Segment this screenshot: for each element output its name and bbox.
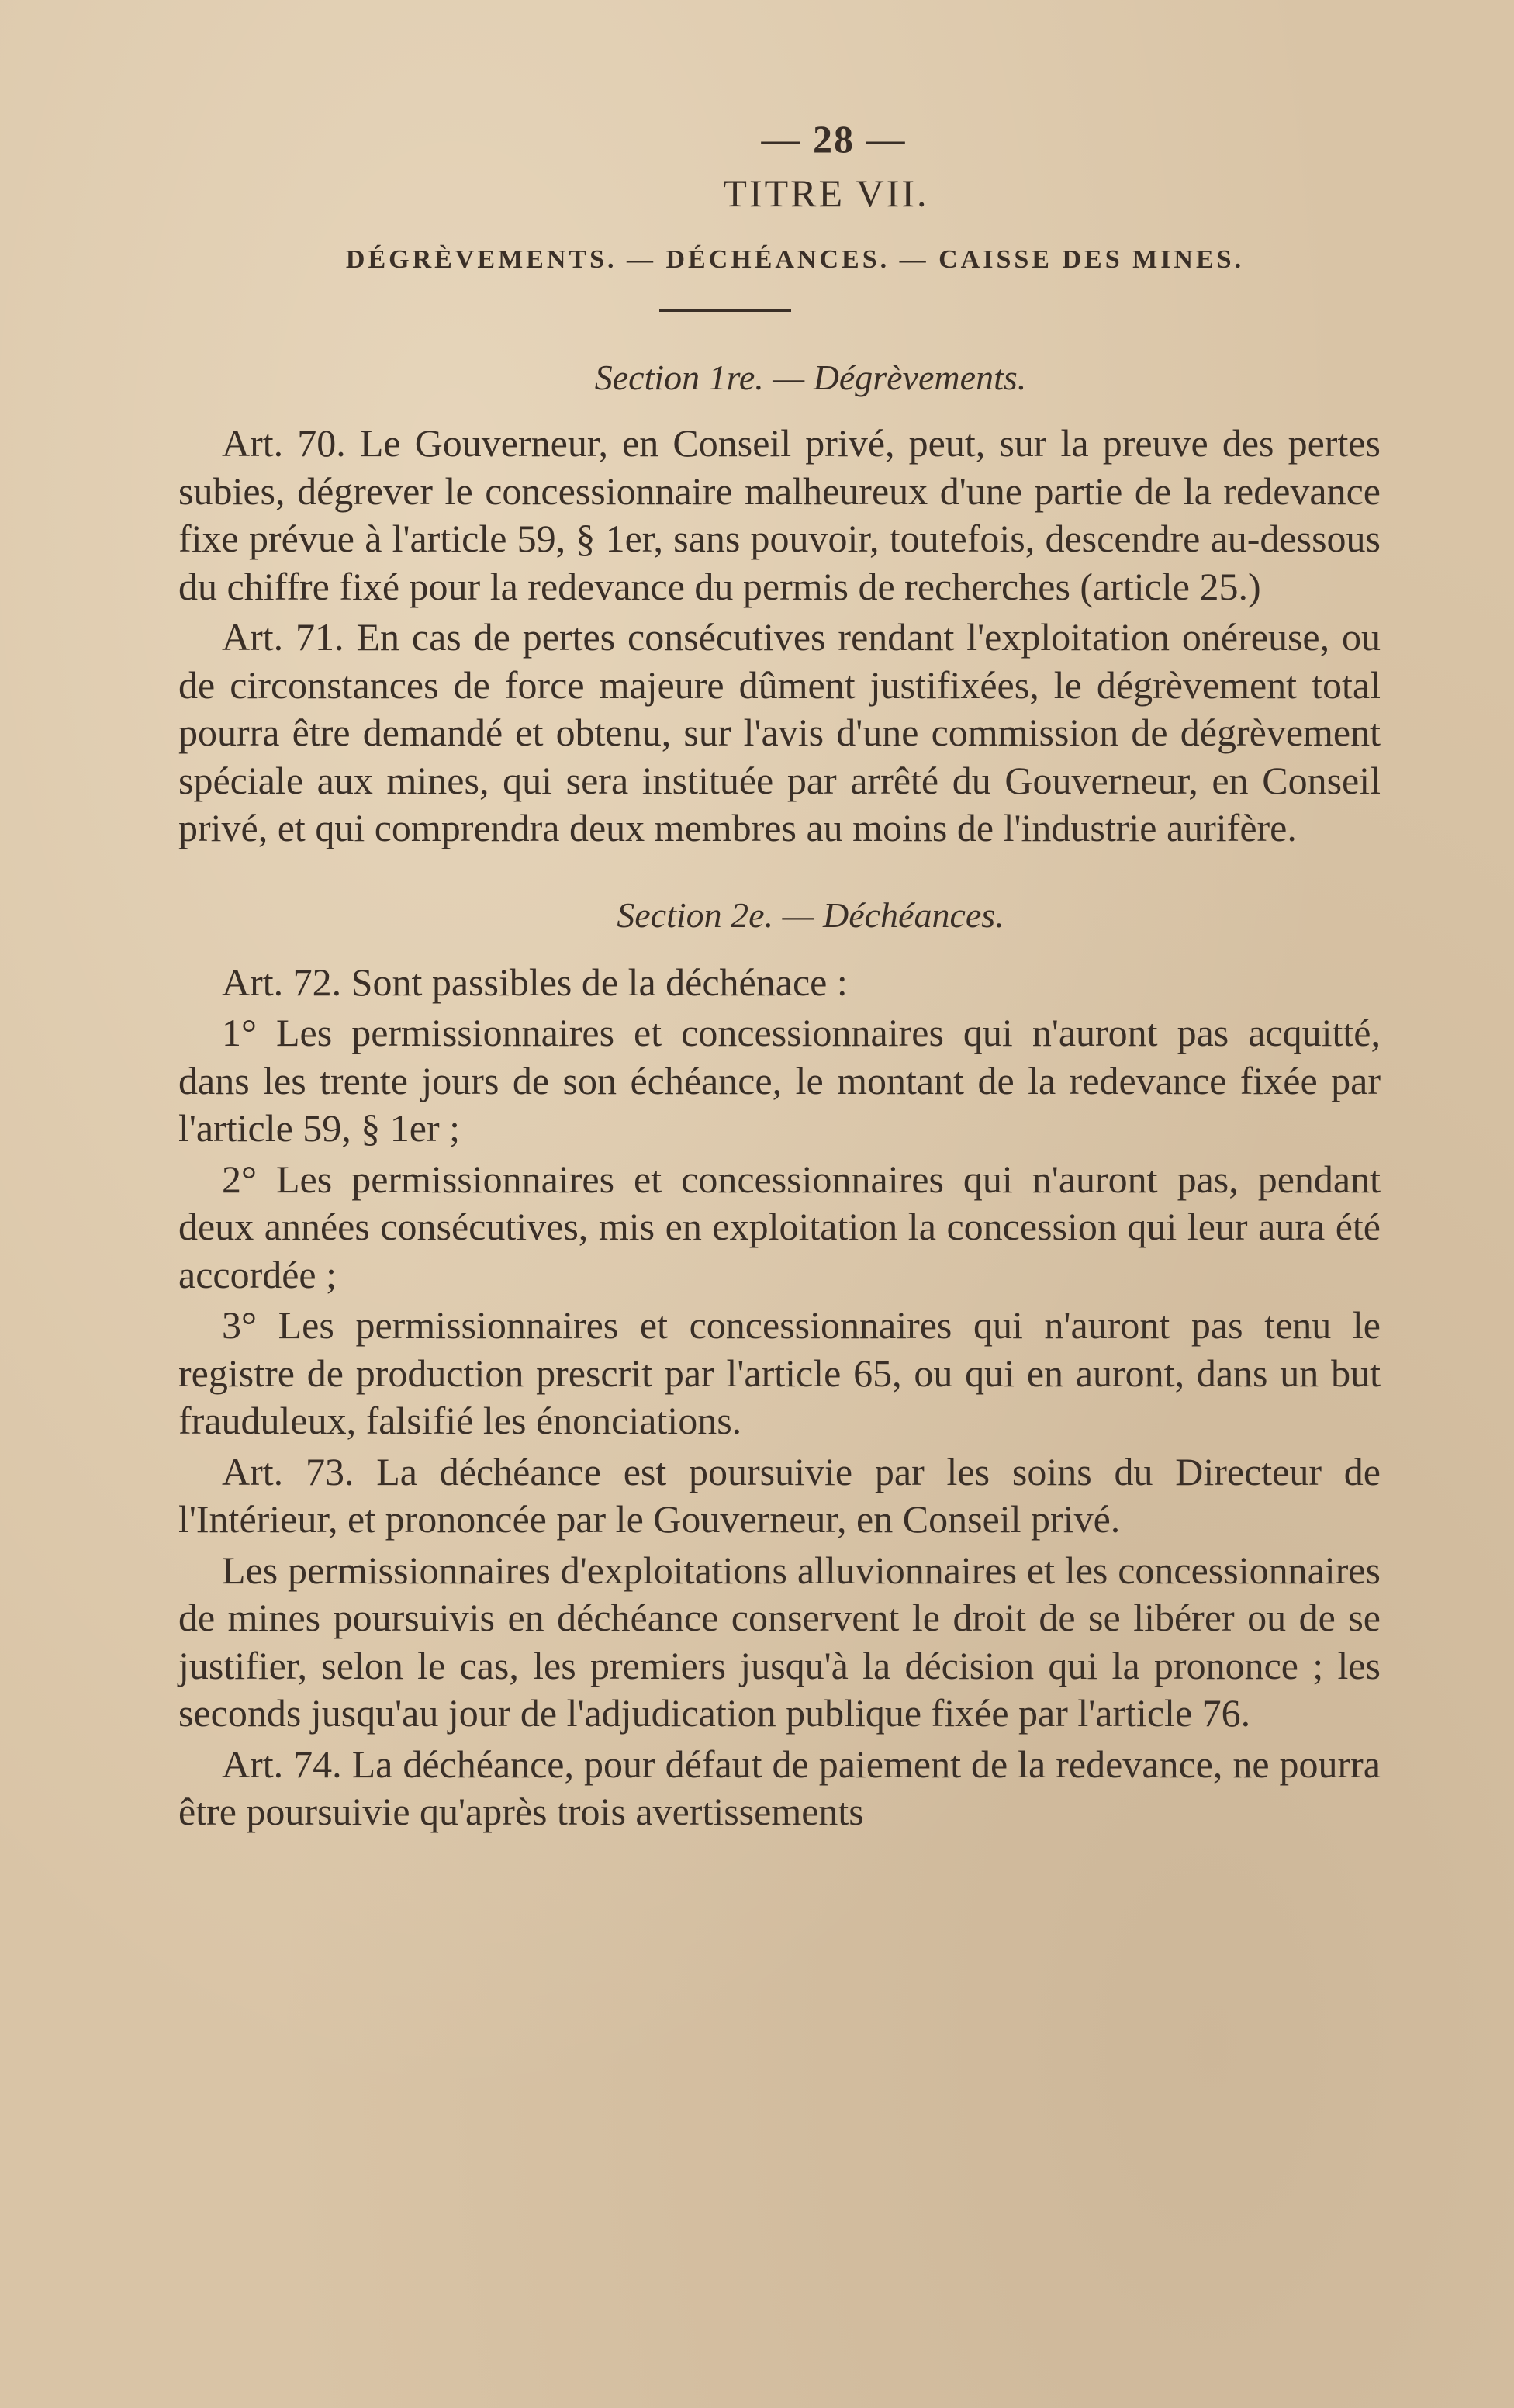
divider-rule bbox=[659, 309, 791, 312]
article-72-item-1: 1° Les permissionnaires et concessionnaires qui n'auront pas acquitté, dans les trente jours de son échéance, le montant de la redevance fixée par l'article 59, § 1er ; bbox=[178, 1011, 1381, 1150]
section-2-heading: Section 2e. — Déchéances. bbox=[617, 894, 1004, 935]
article-73: Art. 73. La déchéance est poursuivie par les soins du Directeur de l'Intérieur, et prononcée par le Gouverneur, en Conseil privé. bbox=[178, 1449, 1381, 1541]
article-73-paragraph-2: Les permissionnaires d'exploitations alluvionnaires et les concessionnaires de mines poursuivis en déchéance conservent le droit de se libérer ou de se justifier, selon le cas, les premiers jusqu'à la décision qui la prononce ; les seconds jusqu'au jour de l'adjudication publique fixée par l'article 76. bbox=[178, 1548, 1381, 1735]
section-1-heading: Section 1re. — Dégrèvements. bbox=[594, 358, 1027, 397]
article-72: Art. 72. Sont passibles de la déchénace : bbox=[222, 960, 848, 1004]
article-70: Art. 70. Le Gouverneur, en Conseil privé, peut, sur la preuve des pertes subies, dégrever le concessionnaire malheureux d'une partie de la redevance fixe prévue à l'article 59, § 1er, sans pouvoir, toutefois, descendre au-dessous du chiffre fixé pour la redevance du permis de recherches (article 25.) bbox=[178, 421, 1381, 608]
article-71: Art. 71. En cas de pertes consécutives rendant l'exploitation onéreuse, ou de circonstances de force majeure dûment justifixées, le dégrèvement total pourra être demandé et obtenu, sur l'avis d'une commission de dégrèvement spéciale aux mines, qui sera instituée par arrêté du Gouverneur, en Conseil privé, et qui comprendra deux membres au moins de l'industrie aurifère. bbox=[178, 615, 1381, 849]
page-number: — 28 — bbox=[761, 117, 907, 161]
page-subtitle: DÉGRÈVEMENTS. — DÉCHÉANCES. — CAISSE DES MINES. bbox=[345, 245, 1245, 274]
page-title: TITRE VII. bbox=[723, 171, 929, 215]
document-page bbox=[178, 116, 1381, 1836]
article-72-item-2: 2° Les permissionnaires et concessionnaires qui n'auront pas, pendant deux années consécutives, mis en exploitation la concession qui leur aura été accordée ; bbox=[178, 1157, 1381, 1296]
article-74: Art. 74. La déchéance, pour défaut de paiement de la redevance, ne pourra être poursuivie qu'après trois avertissements bbox=[178, 1742, 1381, 1833]
article-72-item-3: 3° Les permissionnaires et concessionnaires qui n'auront pas tenu le registre de production prescrit par l'article 65, ou qui en auront, dans un but frauduleux, falsifié les énonciations. bbox=[178, 1303, 1381, 1442]
